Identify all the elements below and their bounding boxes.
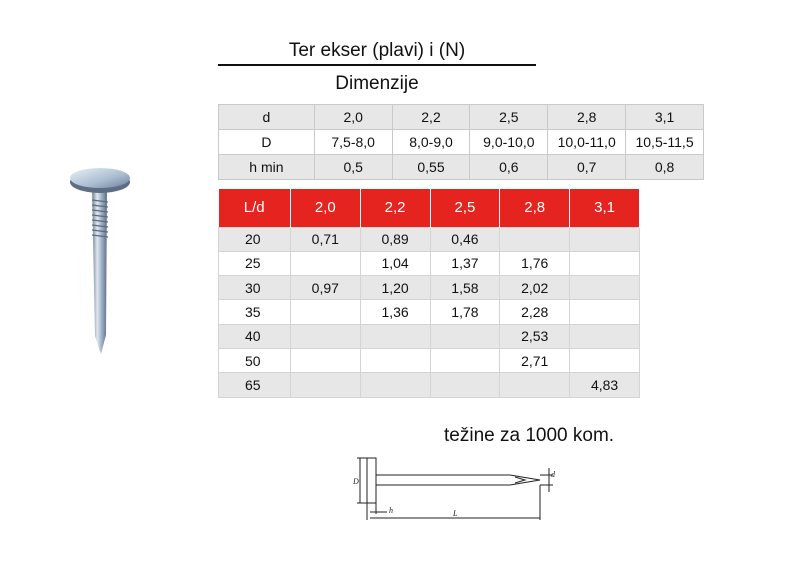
weight-cell: 0,89 (360, 227, 430, 251)
weights-row (219, 276, 640, 300)
weight-cell (570, 227, 640, 251)
weight-cell (500, 373, 570, 397)
weight-cell (290, 348, 360, 372)
dimensions-cell: D (219, 130, 315, 155)
weight-cell (570, 348, 640, 372)
weight-cell: 1,78 (430, 300, 500, 324)
weights-table (218, 189, 640, 398)
dimensions-cell: 7,5-8,0 (314, 130, 392, 155)
dimensions-table (218, 104, 704, 180)
weights-header-cell: L/d (219, 189, 291, 227)
nail-dimension-drawing-icon (345, 452, 560, 524)
weight-cell: 1,20 (360, 276, 430, 300)
length-cell: 35 (219, 300, 291, 324)
weight-cell (570, 276, 640, 300)
weights-row (219, 373, 640, 397)
weight-cell: 1,58 (430, 276, 500, 300)
dimensions-cell: 3,1 (626, 105, 704, 130)
weights-header-cell: 2,0 (290, 189, 360, 227)
weight-cell (290, 251, 360, 275)
weight-cell: 1,36 (360, 300, 430, 324)
length-cell: 50 (219, 348, 291, 372)
weight-cell (360, 324, 430, 348)
nail-photo-icon (62, 160, 142, 360)
weight-cell: 1,04 (360, 251, 430, 275)
dimensions-cell: 10,5-11,5 (626, 130, 704, 155)
length-cell: 40 (219, 324, 291, 348)
dimensions-cell: 0,6 (470, 155, 548, 180)
length-cell: 25 (219, 251, 291, 275)
weight-cell (500, 227, 570, 251)
weight-cell (570, 300, 640, 324)
weight-cell: 1,37 (430, 251, 500, 275)
dimensions-cell: 2,5 (470, 105, 548, 130)
dimensions-cell: 9,0-10,0 (470, 130, 548, 155)
weight-cell (430, 348, 500, 372)
weight-cell: 2,53 (500, 324, 570, 348)
weights-row (219, 300, 640, 324)
weight-cell: 0,71 (290, 227, 360, 251)
dimensions-cell: 0,5 (314, 155, 392, 180)
dimensions-cell: 2,0 (314, 105, 392, 130)
weight-cell (360, 348, 430, 372)
dimensions-header-row (219, 105, 704, 130)
length-cell: 65 (219, 373, 291, 397)
weights-header-cell: 2,5 (430, 189, 500, 227)
weight-cell (430, 373, 500, 397)
weight-cell: 0,97 (290, 276, 360, 300)
length-cell: 20 (219, 227, 291, 251)
weights-header-cell: 2,8 (500, 189, 570, 227)
weight-cell (360, 373, 430, 397)
dimensions-row (219, 155, 704, 180)
weight-cell: 0,46 (430, 227, 500, 251)
page-title: Ter ekser (plavi) i (N) (288, 40, 466, 61)
weight-cell (570, 251, 640, 275)
dimensions-cell: 0,8 (626, 155, 704, 180)
weights-row (219, 251, 640, 275)
drawing-label-h: h (389, 506, 393, 515)
weight-cell: 1,76 (500, 251, 570, 275)
weight-cell (290, 300, 360, 324)
weights-row (219, 227, 640, 251)
weight-cell (290, 373, 360, 397)
weight-cell (430, 324, 500, 348)
weights-header-cell: 2,2 (360, 189, 430, 227)
dimensions-cell: 10,0-11,0 (548, 130, 626, 155)
title-divider (218, 64, 536, 66)
dimensions-cell: 0,55 (392, 155, 470, 180)
weights-caption: težine za 1000 kom. (444, 425, 615, 446)
weights-header-row (219, 189, 640, 227)
weight-cell: 2,71 (500, 348, 570, 372)
weight-cell: 2,02 (500, 276, 570, 300)
dimensions-cell: d (219, 105, 315, 130)
weights-row (219, 348, 640, 372)
length-cell: 30 (219, 276, 291, 300)
weight-cell (570, 324, 640, 348)
weights-header-cell: 3,1 (570, 189, 640, 227)
drawing-label-d: d (551, 470, 555, 479)
section-subtitle: Dimenzije (335, 73, 419, 94)
dimensions-cell: 0,7 (548, 155, 626, 180)
weight-cell: 4,83 (570, 373, 640, 397)
weight-cell (290, 324, 360, 348)
weight-cell: 2,28 (500, 300, 570, 324)
drawing-label-D: D (353, 477, 359, 486)
dimensions-cell: 8,0-9,0 (392, 130, 470, 155)
dimensions-cell: 2,2 (392, 105, 470, 130)
dimensions-cell: 2,8 (548, 105, 626, 130)
weights-row (219, 324, 640, 348)
dimensions-cell: h min (219, 155, 315, 180)
dimensions-row (219, 130, 704, 155)
drawing-label-L: L (453, 509, 458, 518)
